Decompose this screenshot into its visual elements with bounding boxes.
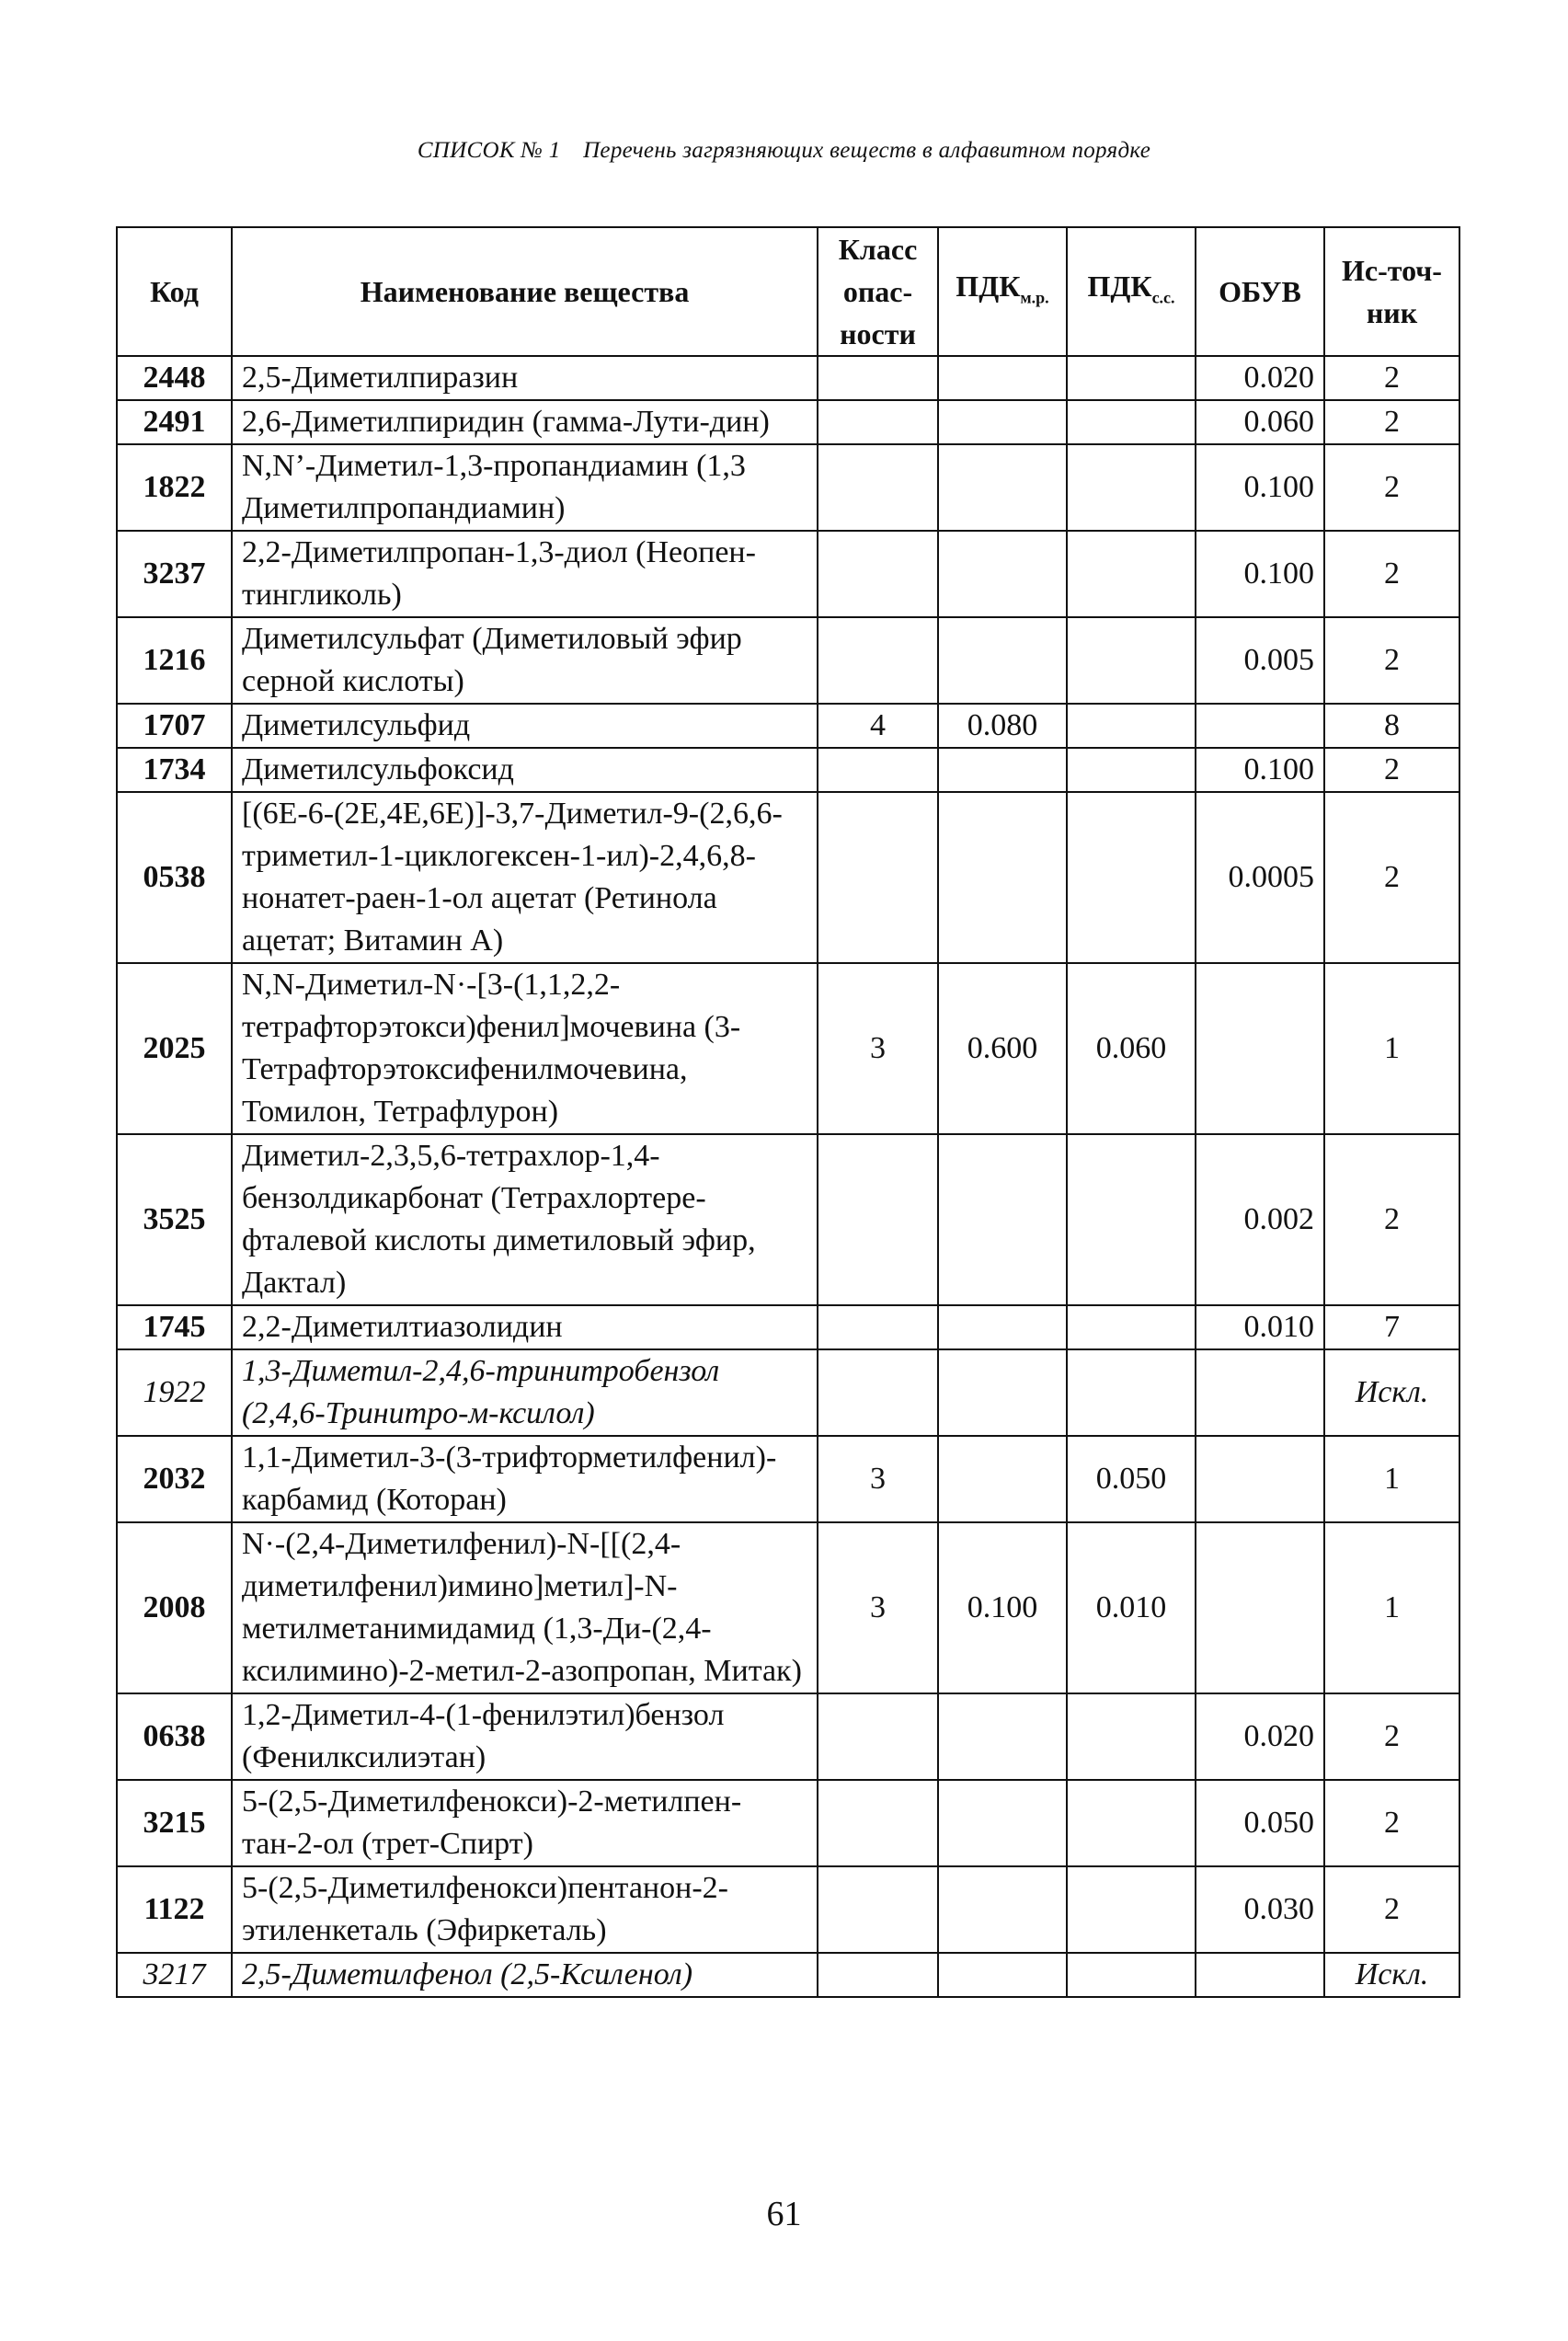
cell-obuv: 0.020 — [1196, 356, 1324, 400]
cell-hazard-class — [818, 1693, 938, 1780]
cell-obuv: 0.100 — [1196, 444, 1324, 531]
cell-hazard-class — [818, 748, 938, 792]
cell-source: 1 — [1324, 963, 1459, 1134]
table-row — [117, 1134, 1459, 1305]
cell-code: 1122 — [117, 1866, 232, 1953]
pdk-mr-label: ПДК — [956, 269, 1021, 303]
cell-name: [(6E-6-(2E,4E,6E)]-3,7-Диметил-9-(2,6,6-триметил-1-циклогексен-1-ил)-2,4,6,8-нонатет-раен-1-ол ацетат (Ретинола ацетат; Витамин А) — [232, 792, 818, 963]
cell-source: 2 — [1324, 748, 1459, 792]
cell-hazard-class — [818, 1349, 938, 1436]
pdk-mr-sub: м.р. — [1020, 288, 1049, 307]
cell-name: N,N’-Диметил-1,3-пропандиамин (1,3 Диметилпропандиамин) — [232, 444, 818, 531]
cell-hazard-class: 3 — [818, 963, 938, 1134]
cell-pdk-mr — [938, 531, 1067, 617]
table-row — [117, 963, 1459, 1134]
cell-hazard-class — [818, 1305, 938, 1349]
cell-source: Искл. — [1324, 1349, 1459, 1436]
cell-code: 0638 — [117, 1693, 232, 1780]
cell-hazard-class — [818, 400, 938, 444]
table-row — [117, 444, 1459, 531]
list-label: СПИСОК № 1 — [417, 138, 561, 163]
cell-code: 2032 — [117, 1436, 232, 1522]
cell-pdk-ss — [1067, 617, 1196, 704]
table-row — [117, 748, 1459, 792]
cell-pdk-mr — [938, 1693, 1067, 1780]
cell-source: 1 — [1324, 1436, 1459, 1522]
cell-obuv — [1196, 1522, 1324, 1693]
cell-source: 2 — [1324, 617, 1459, 704]
cell-name: 2,5-Диметилфенол (2,5-Ксиленол) — [232, 1953, 818, 1997]
cell-name: 2,2-Диметилтиазолидин — [232, 1305, 818, 1349]
cell-pdk-ss: 0.060 — [1067, 963, 1196, 1134]
pdk-ss-sub: с.с. — [1151, 288, 1175, 307]
col-header-pdk-ss — [1067, 227, 1196, 356]
cell-name: 2,6-Диметилпиридин (гамма-Лути-дин) — [232, 400, 818, 444]
cell-pdk-ss: 0.050 — [1067, 1436, 1196, 1522]
cell-name: 1,1-Диметил-3-(3-трифторметилфенил)-карбамид (Которан) — [232, 1436, 818, 1522]
cell-obuv: 0.020 — [1196, 1693, 1324, 1780]
cell-code: 3215 — [117, 1780, 232, 1866]
cell-obuv: 0.030 — [1196, 1866, 1324, 1953]
cell-hazard-class — [818, 531, 938, 617]
cell-pdk-mr — [938, 1953, 1067, 1997]
col-header-pdk-mr — [938, 227, 1067, 356]
cell-pdk-mr — [938, 792, 1067, 963]
cell-hazard-class — [818, 1780, 938, 1866]
table-row — [117, 356, 1459, 400]
cell-pdk-ss — [1067, 1693, 1196, 1780]
col-header-obuv: ОБУВ — [1196, 227, 1324, 356]
cell-pdk-mr — [938, 617, 1067, 704]
cell-pdk-mr — [938, 1305, 1067, 1349]
cell-source: 2 — [1324, 1693, 1459, 1780]
cell-hazard-class — [818, 356, 938, 400]
cell-pdk-ss — [1067, 1134, 1196, 1305]
cell-pdk-ss — [1067, 400, 1196, 444]
cell-name: 5-(2,5-Диметилфенокси)-2-метилпен-тан-2-ол (трет-Спирт) — [232, 1780, 818, 1866]
cell-pdk-ss — [1067, 1953, 1196, 1997]
cell-pdk-ss — [1067, 792, 1196, 963]
cell-name: N,N-Диметил-N·-[3-(1,1,2,2-тетрафторэтокси)фенил]мочевина (3-Тетрафторэтоксифенилмочевина, Томилон, Тетрафлурон) — [232, 963, 818, 1134]
cell-pdk-mr: 0.080 — [938, 704, 1067, 748]
cell-source: 8 — [1324, 704, 1459, 748]
cell-pdk-mr — [938, 1134, 1067, 1305]
table-row — [117, 1866, 1459, 1953]
cell-code: 2491 — [117, 400, 232, 444]
table-row — [117, 617, 1459, 704]
cell-name: Диметилсульфат (Диметиловый эфир серной кислоты) — [232, 617, 818, 704]
cell-name: Диметилсульфид — [232, 704, 818, 748]
table-row — [117, 1305, 1459, 1349]
col-header-code: Код — [117, 227, 232, 356]
table-row — [117, 1349, 1459, 1436]
table-row — [117, 1436, 1459, 1522]
cell-pdk-ss — [1067, 356, 1196, 400]
cell-obuv — [1196, 704, 1324, 748]
cell-pdk-mr — [938, 1436, 1067, 1522]
cell-name: 2,5-Диметилпиразин — [232, 356, 818, 400]
cell-name: 5-(2,5-Диметилфенокси)пентанон-2-этиленкеталь (Эфиркеталь) — [232, 1866, 818, 1953]
cell-hazard-class — [818, 1134, 938, 1305]
cell-hazard-class — [818, 1953, 938, 1997]
cell-pdk-ss — [1067, 748, 1196, 792]
cell-code: 1822 — [117, 444, 232, 531]
cell-pdk-mr — [938, 1866, 1067, 1953]
cell-source: 1 — [1324, 1522, 1459, 1693]
col-header-hazard-class: Класс опас-ности — [818, 227, 938, 356]
table-body — [117, 356, 1459, 1997]
cell-obuv: 0.100 — [1196, 531, 1324, 617]
cell-pdk-mr — [938, 748, 1067, 792]
pdk-ss-label: ПДК — [1087, 269, 1152, 303]
cell-pdk-ss — [1067, 1305, 1196, 1349]
cell-hazard-class: 4 — [818, 704, 938, 748]
cell-obuv — [1196, 1953, 1324, 1997]
cell-pdk-ss: 0.010 — [1067, 1522, 1196, 1693]
cell-source: 2 — [1324, 792, 1459, 963]
cell-code: 3217 — [117, 1953, 232, 1997]
cell-name: Диметил-2,3,5,6-тетрахлор-1,4-бензолдикарбонат (Тетрахлортере-фталевой кислоты диметиловый эфир, Дактал) — [232, 1134, 818, 1305]
cell-obuv — [1196, 1349, 1324, 1436]
cell-hazard-class — [818, 444, 938, 531]
table-row — [117, 1693, 1459, 1780]
table-row — [117, 1522, 1459, 1693]
table-row — [117, 400, 1459, 444]
cell-pdk-mr — [938, 400, 1067, 444]
list-subtitle: Перечень загрязняющих веществ в алфавитном порядке — [583, 138, 1151, 163]
cell-pdk-ss — [1067, 1866, 1196, 1953]
cell-obuv: 0.100 — [1196, 748, 1324, 792]
cell-pdk-mr — [938, 1349, 1067, 1436]
cell-source: 2 — [1324, 1866, 1459, 1953]
page-number: 61 — [766, 2195, 802, 2233]
table-row — [117, 531, 1459, 617]
cell-code: 3237 — [117, 531, 232, 617]
table-header-row — [117, 227, 1459, 356]
cell-code: 1922 — [117, 1349, 232, 1436]
cell-source: 2 — [1324, 1134, 1459, 1305]
cell-pdk-ss — [1067, 704, 1196, 748]
cell-code: 2025 — [117, 963, 232, 1134]
cell-name: 2,2-Диметилпропан-1,3-диол (Неопен-тингликоль) — [232, 531, 818, 617]
cell-name: N·-(2,4-Диметилфенил)-N-[[(2,4-диметилфенил)имино]метил]-N-метилметанимидамид (1,3-Ди-(2,4-ксилимино)-2-метил-2-азопропан, Митак) — [232, 1522, 818, 1693]
cell-pdk-mr — [938, 444, 1067, 531]
cell-obuv: 0.005 — [1196, 617, 1324, 704]
table-row — [117, 1953, 1459, 1997]
table-row — [117, 1780, 1459, 1866]
table-row — [117, 792, 1459, 963]
cell-obuv: 0.0005 — [1196, 792, 1324, 963]
cell-hazard-class — [818, 792, 938, 963]
cell-obuv — [1196, 963, 1324, 1134]
cell-hazard-class: 3 — [818, 1522, 938, 1693]
cell-obuv: 0.050 — [1196, 1780, 1324, 1866]
cell-source: 2 — [1324, 1780, 1459, 1866]
cell-name: 1,3-Диметил-2,4,6-тринитробензол (2,4,6-Тринитро-м-ксилол) — [232, 1349, 818, 1436]
cell-name: Диметилсульфоксид — [232, 748, 818, 792]
cell-source: Искл. — [1324, 1953, 1459, 1997]
table-row — [117, 704, 1459, 748]
cell-code: 1707 — [117, 704, 232, 748]
cell-source: 2 — [1324, 531, 1459, 617]
cell-code: 0538 — [117, 792, 232, 963]
cell-code: 1734 — [117, 748, 232, 792]
cell-pdk-ss — [1067, 444, 1196, 531]
cell-pdk-ss — [1067, 1780, 1196, 1866]
col-header-name: Наименование вещества — [232, 227, 818, 356]
cell-hazard-class — [818, 1866, 938, 1953]
cell-obuv — [1196, 1436, 1324, 1522]
cell-code: 3525 — [117, 1134, 232, 1305]
cell-code: 2448 — [117, 356, 232, 400]
cell-pdk-mr — [938, 1780, 1067, 1866]
cell-pdk-ss — [1067, 1349, 1196, 1436]
cell-pdk-ss — [1067, 531, 1196, 617]
cell-obuv: 0.002 — [1196, 1134, 1324, 1305]
cell-source: 7 — [1324, 1305, 1459, 1349]
cell-source: 2 — [1324, 400, 1459, 444]
page-header — [0, 138, 1568, 164]
cell-name: 1,2-Диметил-4-(1-фенилэтил)бензол (Фенилксилиэтан) — [232, 1693, 818, 1780]
cell-code: 2008 — [117, 1522, 232, 1693]
cell-code: 1745 — [117, 1305, 232, 1349]
cell-hazard-class — [818, 617, 938, 704]
substances-table — [116, 226, 1460, 1998]
cell-code: 1216 — [117, 617, 232, 704]
cell-source: 2 — [1324, 444, 1459, 531]
cell-pdk-mr: 0.100 — [938, 1522, 1067, 1693]
col-header-source: Ис-точ-ник — [1324, 227, 1459, 356]
cell-source: 2 — [1324, 356, 1459, 400]
cell-pdk-mr — [938, 356, 1067, 400]
cell-obuv: 0.010 — [1196, 1305, 1324, 1349]
cell-hazard-class: 3 — [818, 1436, 938, 1522]
cell-pdk-mr: 0.600 — [938, 963, 1067, 1134]
cell-obuv: 0.060 — [1196, 400, 1324, 444]
